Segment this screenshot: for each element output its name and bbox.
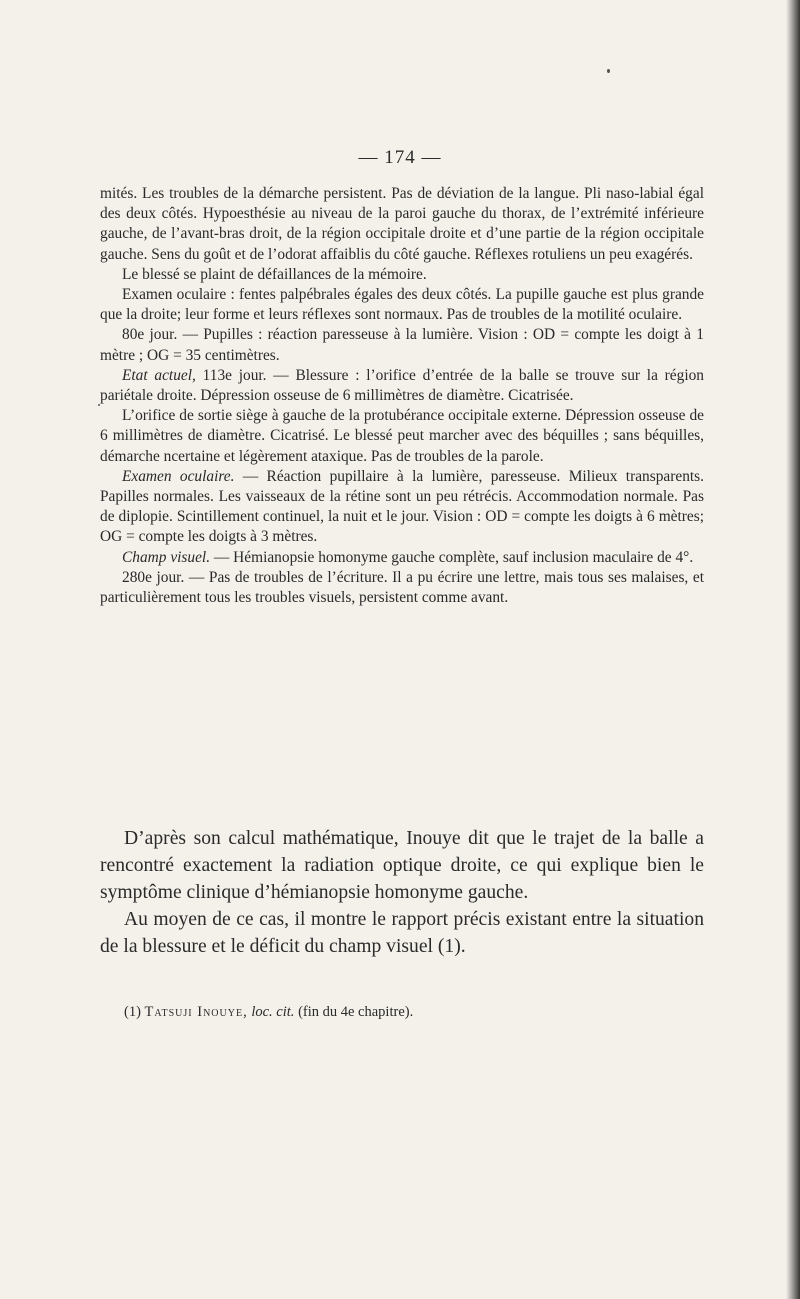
paragraph-text: 113e jour. — Blessure : l’orifice d’entrée de la balle se trouve sur la région pariétale droite. Dépression osseuse de 6 millimètres de diamètre. Cicatrisée. (100, 366, 704, 405)
case-report-text (100, 184, 704, 608)
paragraph (100, 406, 704, 467)
paragraph (100, 548, 704, 568)
paragraph-lead: Champ visuel. (122, 548, 211, 566)
paragraph (100, 325, 704, 365)
paragraph-text: 280e jour. — Pas de troubles de l’écriture. Il a pu écrire une lettre, mais tous ses malaises, et particulièrement tous les troubles visuels, persistent comme avant. (100, 568, 704, 607)
paragraph-text: Le blessé se plaint de défaillances de la mémoire. (122, 265, 427, 283)
footnote-author: Tatsuji Inouye, (144, 1004, 248, 1020)
paragraph-text: — Hémianopsie homonyme gauche complète, sauf inclusion maculaire de 4°. (210, 548, 694, 566)
footnote-mark: (1) (124, 1004, 141, 1020)
paragraph (100, 467, 704, 548)
commentary-text (100, 825, 704, 960)
paragraph: Au moyen de ce cas, il montre le rapport précis existant entre la situation de la blessure et le déficit du champ visuel (1). (100, 909, 704, 957)
paragraph (100, 568, 704, 608)
paragraph-text: Examen oculaire : fentes palpébrales égales des deux côtés. La pupille gauche est plus grande que la droite; leur forme et leurs réflexes sont normaux. Pas de troubles de la motilité oculaire. (100, 286, 704, 324)
paragraph (100, 366, 704, 406)
paragraph (100, 285, 704, 325)
footnote-note: (fin du 4e chapitre). (298, 1004, 414, 1020)
footnote-ref: loc. cit. (251, 1004, 295, 1020)
page-number: — 174 — (358, 147, 442, 168)
paragraph-lead: Etat actuel, (122, 366, 196, 384)
ink-speck (607, 69, 610, 73)
paragraph-text: L’orifice de sortie siège à gauche de la protubérance occipitale externe. Dépression osseuse de 6 millimètres de diamètre. Cicatrisé. Le blessé peut marcher avec des béquilles ; sans béquilles, démarche ncertaine et légèrement ataxique. Pas de troubles de la parole. (100, 407, 704, 465)
footnote (124, 1003, 704, 1022)
paragraph: D’après son calcul mathématique, Inouye dit que le trajet de la balle a rencontré exactement la radiation optique droite, ce qui explique bien le symptôme clinique d’hémianopsie homonyme gauche. (100, 828, 704, 903)
ink-speck (98, 404, 100, 406)
paragraph (100, 184, 704, 265)
paragraph-lead: Examen oculaire. (122, 467, 235, 485)
paragraph-text: 80e jour. — Pupilles : réaction paresseuse à la lumière. Vision : OD = compte les doigt à 1 mètre ; OG = 35 centimètres. (100, 326, 704, 364)
paragraph-text: mités. Les troubles de la démarche persistent. Pas de déviation de la langue. Pli naso-labial égal des deux côtés. Hypoesthésie au niveau de la paroi gauche du thorax, de l’extrémité inférieure gauche, de l’avant-bras droit, de la région occipitale droite et d’une partie de la région occipitale gauche. Sens du goût et de l’odorat affaiblis du côté gauche. Réflexes rotuliens un peu exagérés. (100, 185, 704, 263)
page-edge-shadow (786, 0, 800, 1299)
paragraph (100, 265, 704, 285)
paragraph-text: — Réaction pupillaire à la lumière, paresseuse. Milieux transparents. Papilles normales. Les vaisseaux de la rétine sont un peu rétrécis. Accommodation normale. Pas de diplopie. Scintillement continuel, la nuit et le jour. Vision : OD = compte les doigts à 6 mètres; OG = compte les doigts à 3 mètres. (100, 467, 705, 546)
